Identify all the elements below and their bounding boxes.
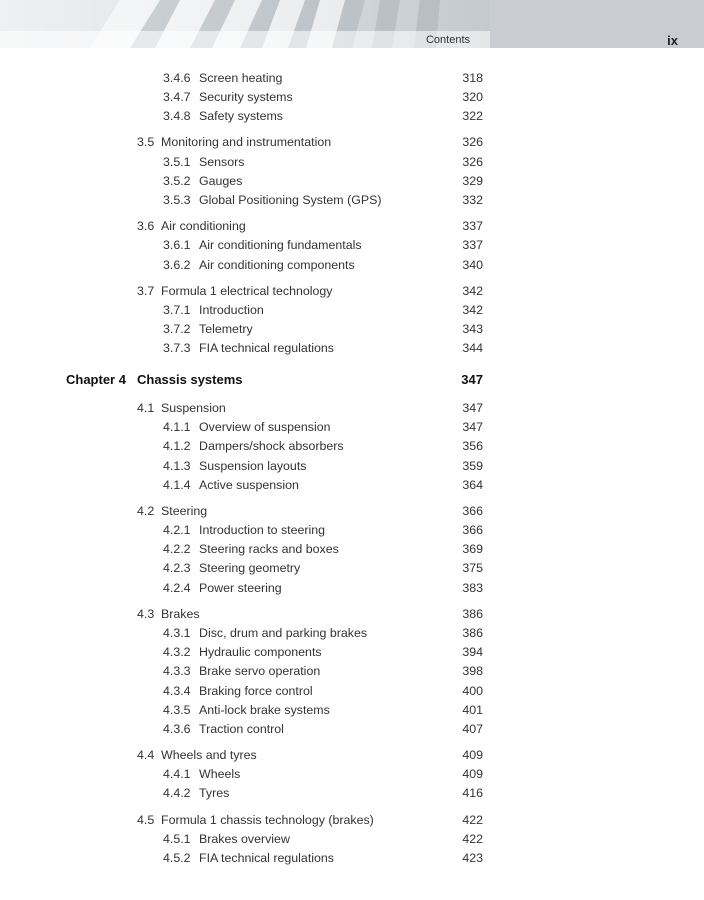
toc-page: 337 bbox=[462, 238, 483, 252]
toc-title: Telemetry bbox=[199, 322, 253, 336]
toc-page: 329 bbox=[462, 174, 483, 188]
toc-title: FIA technical regulations bbox=[199, 341, 334, 355]
toc-page: 347 bbox=[462, 401, 483, 415]
toc-title: Sensors bbox=[199, 155, 245, 169]
toc-page: 366 bbox=[462, 523, 483, 537]
toc-page: 320 bbox=[462, 90, 483, 104]
toc-title: Global Positioning System (GPS) bbox=[199, 193, 382, 207]
toc-page: 400 bbox=[462, 684, 483, 698]
toc-page: 401 bbox=[462, 703, 483, 717]
toc-title: Gauges bbox=[199, 174, 243, 188]
toc-number: 4.1.3 bbox=[163, 459, 191, 473]
toc-number: 3.5.1 bbox=[163, 155, 191, 169]
toc-title: Steering bbox=[161, 504, 208, 518]
toc-page: 347 bbox=[462, 420, 483, 434]
toc-page: 326 bbox=[462, 155, 483, 169]
toc-page: 398 bbox=[462, 664, 483, 678]
toc-number: 3.4.8 bbox=[163, 109, 191, 123]
toc-title: Wheels and tyres bbox=[161, 748, 257, 762]
toc-title: Introduction to steering bbox=[199, 523, 326, 537]
running-title: Contents bbox=[425, 34, 470, 46]
page-number: ix bbox=[667, 33, 678, 48]
toc-page: 369 bbox=[462, 542, 483, 556]
toc-title: Hydraulic components bbox=[199, 645, 322, 659]
toc-number: 4.3.1 bbox=[163, 626, 191, 640]
toc-title: Brake servo operation bbox=[199, 664, 321, 678]
toc-number: 4.1.1 bbox=[163, 420, 191, 434]
toc-number: 3.4.6 bbox=[163, 71, 191, 85]
toc-number: 4.5 bbox=[137, 813, 155, 827]
toc-number: 4.1.2 bbox=[163, 439, 191, 453]
toc-page: 332 bbox=[462, 193, 483, 207]
toc-page: 422 bbox=[462, 832, 483, 846]
toc-number: 4.3.6 bbox=[163, 722, 191, 736]
chapter-label: Chapter 4 bbox=[66, 372, 126, 387]
toc-page: 416 bbox=[462, 786, 483, 800]
toc-number: 3.5.3 bbox=[163, 193, 191, 207]
toc-title: Braking force control bbox=[199, 684, 313, 698]
toc-number: 3.7.1 bbox=[163, 303, 191, 317]
toc-title: Steering racks and boxes bbox=[199, 542, 339, 556]
toc-page: 366 bbox=[462, 504, 483, 518]
toc-number: 3.6 bbox=[137, 219, 155, 233]
toc-title: Overview of suspension bbox=[199, 420, 331, 434]
toc-title: Air conditioning components bbox=[199, 258, 355, 272]
toc-page: 383 bbox=[462, 581, 483, 595]
toc-title: Formula 1 chassis technology (brakes) bbox=[161, 813, 374, 827]
header-band bbox=[0, 31, 490, 48]
toc-number: 3.7.2 bbox=[163, 322, 191, 336]
toc-title: Suspension bbox=[161, 401, 226, 415]
toc-title: Brakes bbox=[161, 607, 200, 621]
toc-title: Dampers/shock absorbers bbox=[199, 439, 344, 453]
toc-title: Safety systems bbox=[199, 109, 284, 123]
toc-page: 340 bbox=[462, 258, 483, 272]
toc-number: 4.2.3 bbox=[163, 561, 191, 575]
toc-page: 423 bbox=[462, 851, 483, 865]
toc-page: 407 bbox=[462, 722, 483, 736]
toc-title: Introduction bbox=[199, 303, 264, 317]
toc-page: 409 bbox=[462, 748, 483, 762]
toc-title: Brakes overview bbox=[199, 832, 290, 846]
toc-number: 4.3.4 bbox=[163, 684, 191, 698]
toc-number: 3.6.1 bbox=[163, 238, 191, 252]
toc-title: Anti-lock brake systems bbox=[199, 703, 330, 717]
toc-number: 4.2.2 bbox=[163, 542, 191, 556]
toc-page: 409 bbox=[462, 767, 483, 781]
toc-title: Suspension layouts bbox=[199, 459, 307, 473]
toc-page: 359 bbox=[462, 459, 483, 473]
chapter-page: 347 bbox=[461, 372, 483, 387]
toc-page: 342 bbox=[462, 303, 483, 317]
toc-title: Monitoring and instrumentation bbox=[161, 135, 332, 149]
toc-page: 337 bbox=[462, 219, 483, 233]
toc-number: 4.4.2 bbox=[163, 786, 191, 800]
toc-title: Traction control bbox=[199, 722, 284, 736]
toc-page: 386 bbox=[462, 607, 483, 621]
toc-number: 3.6.2 bbox=[163, 258, 191, 272]
toc-title: Power steering bbox=[199, 581, 282, 595]
toc-title: Active suspension bbox=[199, 478, 299, 492]
toc-title: Formula 1 electrical technology bbox=[161, 284, 333, 298]
toc-number: 4.5.2 bbox=[163, 851, 191, 865]
toc-title: Air conditioning bbox=[161, 219, 246, 233]
toc-title: Steering geometry bbox=[199, 561, 301, 575]
toc-page: 318 bbox=[462, 71, 483, 85]
toc-title: Air conditioning fundamentals bbox=[199, 238, 362, 252]
toc-page: 422 bbox=[462, 813, 483, 827]
toc-number: 3.4.7 bbox=[163, 90, 191, 104]
toc-number: 3.7 bbox=[137, 284, 155, 298]
toc-title: Screen heating bbox=[199, 71, 283, 85]
toc-number: 4.3.2 bbox=[163, 645, 191, 659]
toc-page: 344 bbox=[462, 341, 483, 355]
toc-number: 4.1 bbox=[137, 401, 155, 415]
toc-title: Security systems bbox=[199, 90, 293, 104]
toc-page: 342 bbox=[462, 284, 483, 298]
chapter-title: Chassis systems bbox=[137, 372, 243, 387]
toc-number: 4.4.1 bbox=[163, 767, 191, 781]
toc-page: 326 bbox=[462, 135, 483, 149]
toc-number: 4.3.5 bbox=[163, 703, 191, 717]
toc-title: Wheels bbox=[199, 767, 241, 781]
page-header bbox=[0, 0, 704, 48]
toc-page: 322 bbox=[462, 109, 483, 123]
toc-number: 4.4 bbox=[137, 748, 155, 762]
toc-number: 4.2.1 bbox=[163, 523, 191, 537]
toc-page: 386 bbox=[462, 626, 483, 640]
toc-number: 3.7.3 bbox=[163, 341, 191, 355]
toc-number: 4.3 bbox=[137, 607, 155, 621]
toc-number: 4.2.4 bbox=[163, 581, 191, 595]
toc-number: 4.5.1 bbox=[163, 832, 191, 846]
toc-page: 343 bbox=[462, 322, 483, 336]
toc-page: 356 bbox=[462, 439, 483, 453]
toc-page: 394 bbox=[462, 645, 483, 659]
toc-number: 3.5 bbox=[137, 135, 155, 149]
toc-page: 364 bbox=[462, 478, 483, 492]
toc-title: Tyres bbox=[199, 786, 230, 800]
toc-number: 4.1.4 bbox=[163, 478, 191, 492]
toc-number: 3.5.2 bbox=[163, 174, 191, 188]
toc-title: Disc, drum and parking brakes bbox=[199, 626, 368, 640]
toc-number: 4.2 bbox=[137, 504, 155, 518]
toc-number: 4.3.3 bbox=[163, 664, 191, 678]
toc-page: 375 bbox=[462, 561, 483, 575]
toc-title: FIA technical regulations bbox=[199, 851, 334, 865]
